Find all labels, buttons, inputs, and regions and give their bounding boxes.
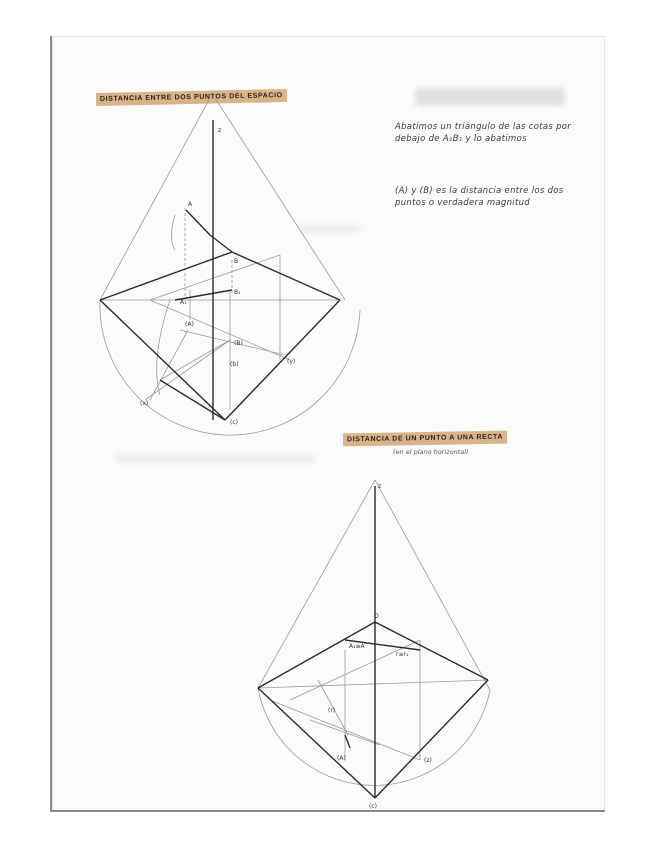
label-b-ab: (b) bbox=[230, 361, 239, 368]
drawing-2-main bbox=[258, 486, 488, 798]
label-O: O bbox=[374, 613, 379, 620]
label-z-ab: (z) bbox=[424, 757, 432, 764]
label-z-2: z bbox=[378, 483, 382, 490]
section2-subtitle: (en el plano horizontal) bbox=[393, 448, 469, 456]
label-A: A bbox=[188, 201, 193, 208]
label-r1: r≡r₁ bbox=[396, 651, 409, 658]
label-A-ab: (A) bbox=[185, 321, 194, 328]
label-y-ab: (y) bbox=[287, 358, 296, 365]
label-B-ab: (B) bbox=[234, 340, 243, 347]
section1-note2: (A) y (B) es la distancia entre los dos puntos o verdadera magnitud bbox=[395, 186, 564, 208]
drawing-2-construction bbox=[258, 480, 490, 798]
section1-note1: Abatimos un triángulo de las cotas por debajo de A₁B₁ y lo abatimos bbox=[395, 122, 572, 144]
label-A1: A₁ bbox=[180, 299, 187, 306]
label-c-ab-2: (c) bbox=[369, 803, 377, 810]
label-z-1: z bbox=[218, 127, 222, 134]
section2-title: DISTANCIA DE UN PUNTO A UNA RECTA bbox=[343, 431, 507, 447]
label-B: B bbox=[234, 258, 239, 265]
label-B1: B₁ bbox=[234, 289, 241, 296]
drawing-1-construction bbox=[100, 98, 360, 435]
drawing-1-main bbox=[100, 120, 340, 420]
label-A1A: A₁≡A bbox=[349, 643, 365, 650]
label-x-ab: (x) bbox=[140, 400, 149, 407]
label-c-ab: (c) bbox=[230, 419, 238, 426]
section1-title: DISTANCIA ENTRE DOS PUNTOS DEL ESPACIO bbox=[96, 89, 287, 106]
label-A-ab-2: (A) bbox=[337, 755, 346, 762]
label-r-ab: (r) bbox=[328, 707, 336, 714]
